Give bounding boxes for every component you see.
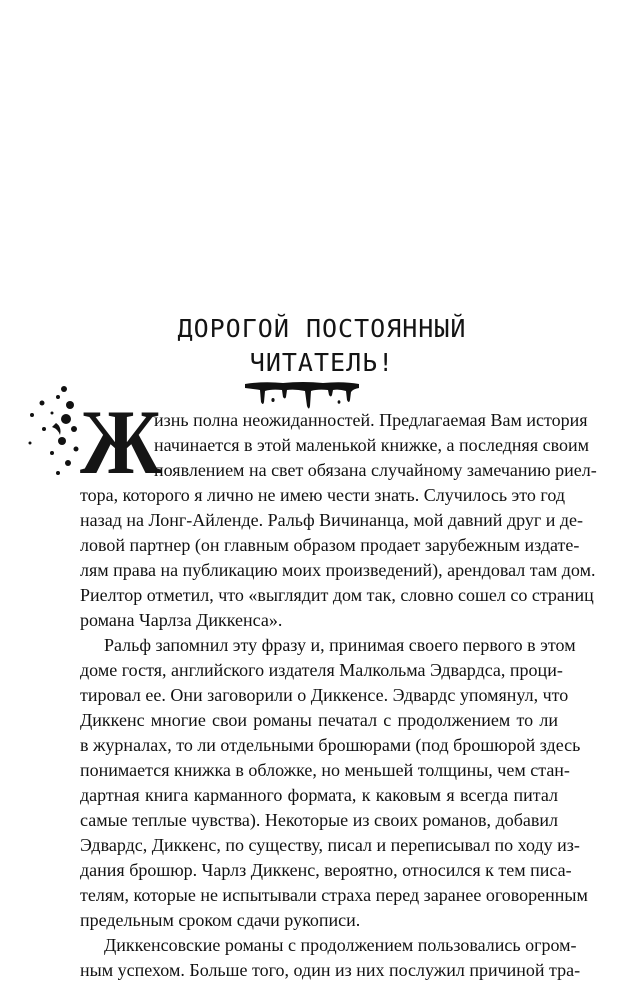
text-line: дания брошюр. Чарлз Диккенс, вероятно, относился к тем писа- — [80, 860, 572, 880]
drop-cap: Ж — [80, 391, 159, 493]
text-line: Риелтор отметил, что «выглядит дом так, словно сошел со страниц — [80, 585, 594, 605]
text-line: телям, которые не испытывали страха перед заранее оговоренным — [80, 885, 588, 905]
text-line: Диккенсовские романы с продолжением пользовались огром- — [104, 935, 577, 955]
heading-line-1: ДОРОГОЙ ПОСТОЯННЫЙ — [177, 314, 467, 343]
body-text — [80, 408, 597, 983]
text-line: в журналах, то ли отдельными брошюрами (под брошюрой здесь — [80, 735, 581, 755]
text-line: лям права на публикацию моих произведений), арендовал там дом. — [80, 560, 596, 580]
ink-splatter-ornament — [22, 383, 84, 479]
text-line: Эдвардс, Диккенс, по существу, писал и переписывал по ходу из- — [80, 835, 580, 855]
text-line: Ральф запомнил эту фразу и, принимая своего первого в этом — [104, 635, 576, 655]
text-line: предельным сроком сдачи рукописи. — [80, 910, 361, 930]
chapter-heading — [0, 312, 644, 380]
text-line: понимается книжка в обложке, но меньшей толщины, чем стан- — [80, 760, 570, 780]
text-line: изнь полна неожиданностей. Предлагаемая Вам история — [154, 410, 588, 430]
text-line: ловой партнер (он главным образом продает зарубежным издате- — [80, 535, 580, 555]
text-line: появлением на свет обязана случайному замечанию риел- — [154, 460, 597, 480]
text-line: ным успехом. Больше того, один из них послужил причиной тра- — [80, 960, 581, 980]
heading-line-2: ЧИТАТЕЛЬ! — [249, 348, 395, 377]
text-line: назад на Лонг-Айленде. Ральф Вичинанца, мой давний друг и де- — [80, 510, 584, 530]
text-line: самые теплые чувства). Некоторые из своих романов, добавил — [80, 810, 558, 830]
text-line: начинается в этой маленькой книжке, а последняя своим — [154, 435, 589, 455]
text-line: Диккенс многие свои романы печатал с продолжением то ли — [80, 710, 558, 730]
text-line: дартная книга карманного формата, к каковым я всегда питал — [80, 785, 558, 805]
text-line: романа Чарлза Диккенса». — [80, 610, 283, 630]
text-line: доме гостя, английского издателя Малкольма Эдвардса, проци- — [80, 660, 563, 680]
text-line: тора, которого я лично не имею чести знать. Случилось это год — [80, 485, 565, 505]
text-line: тировал ее. Они заговорили о Диккенсе. Эдвардс упомянул, что — [80, 685, 569, 705]
